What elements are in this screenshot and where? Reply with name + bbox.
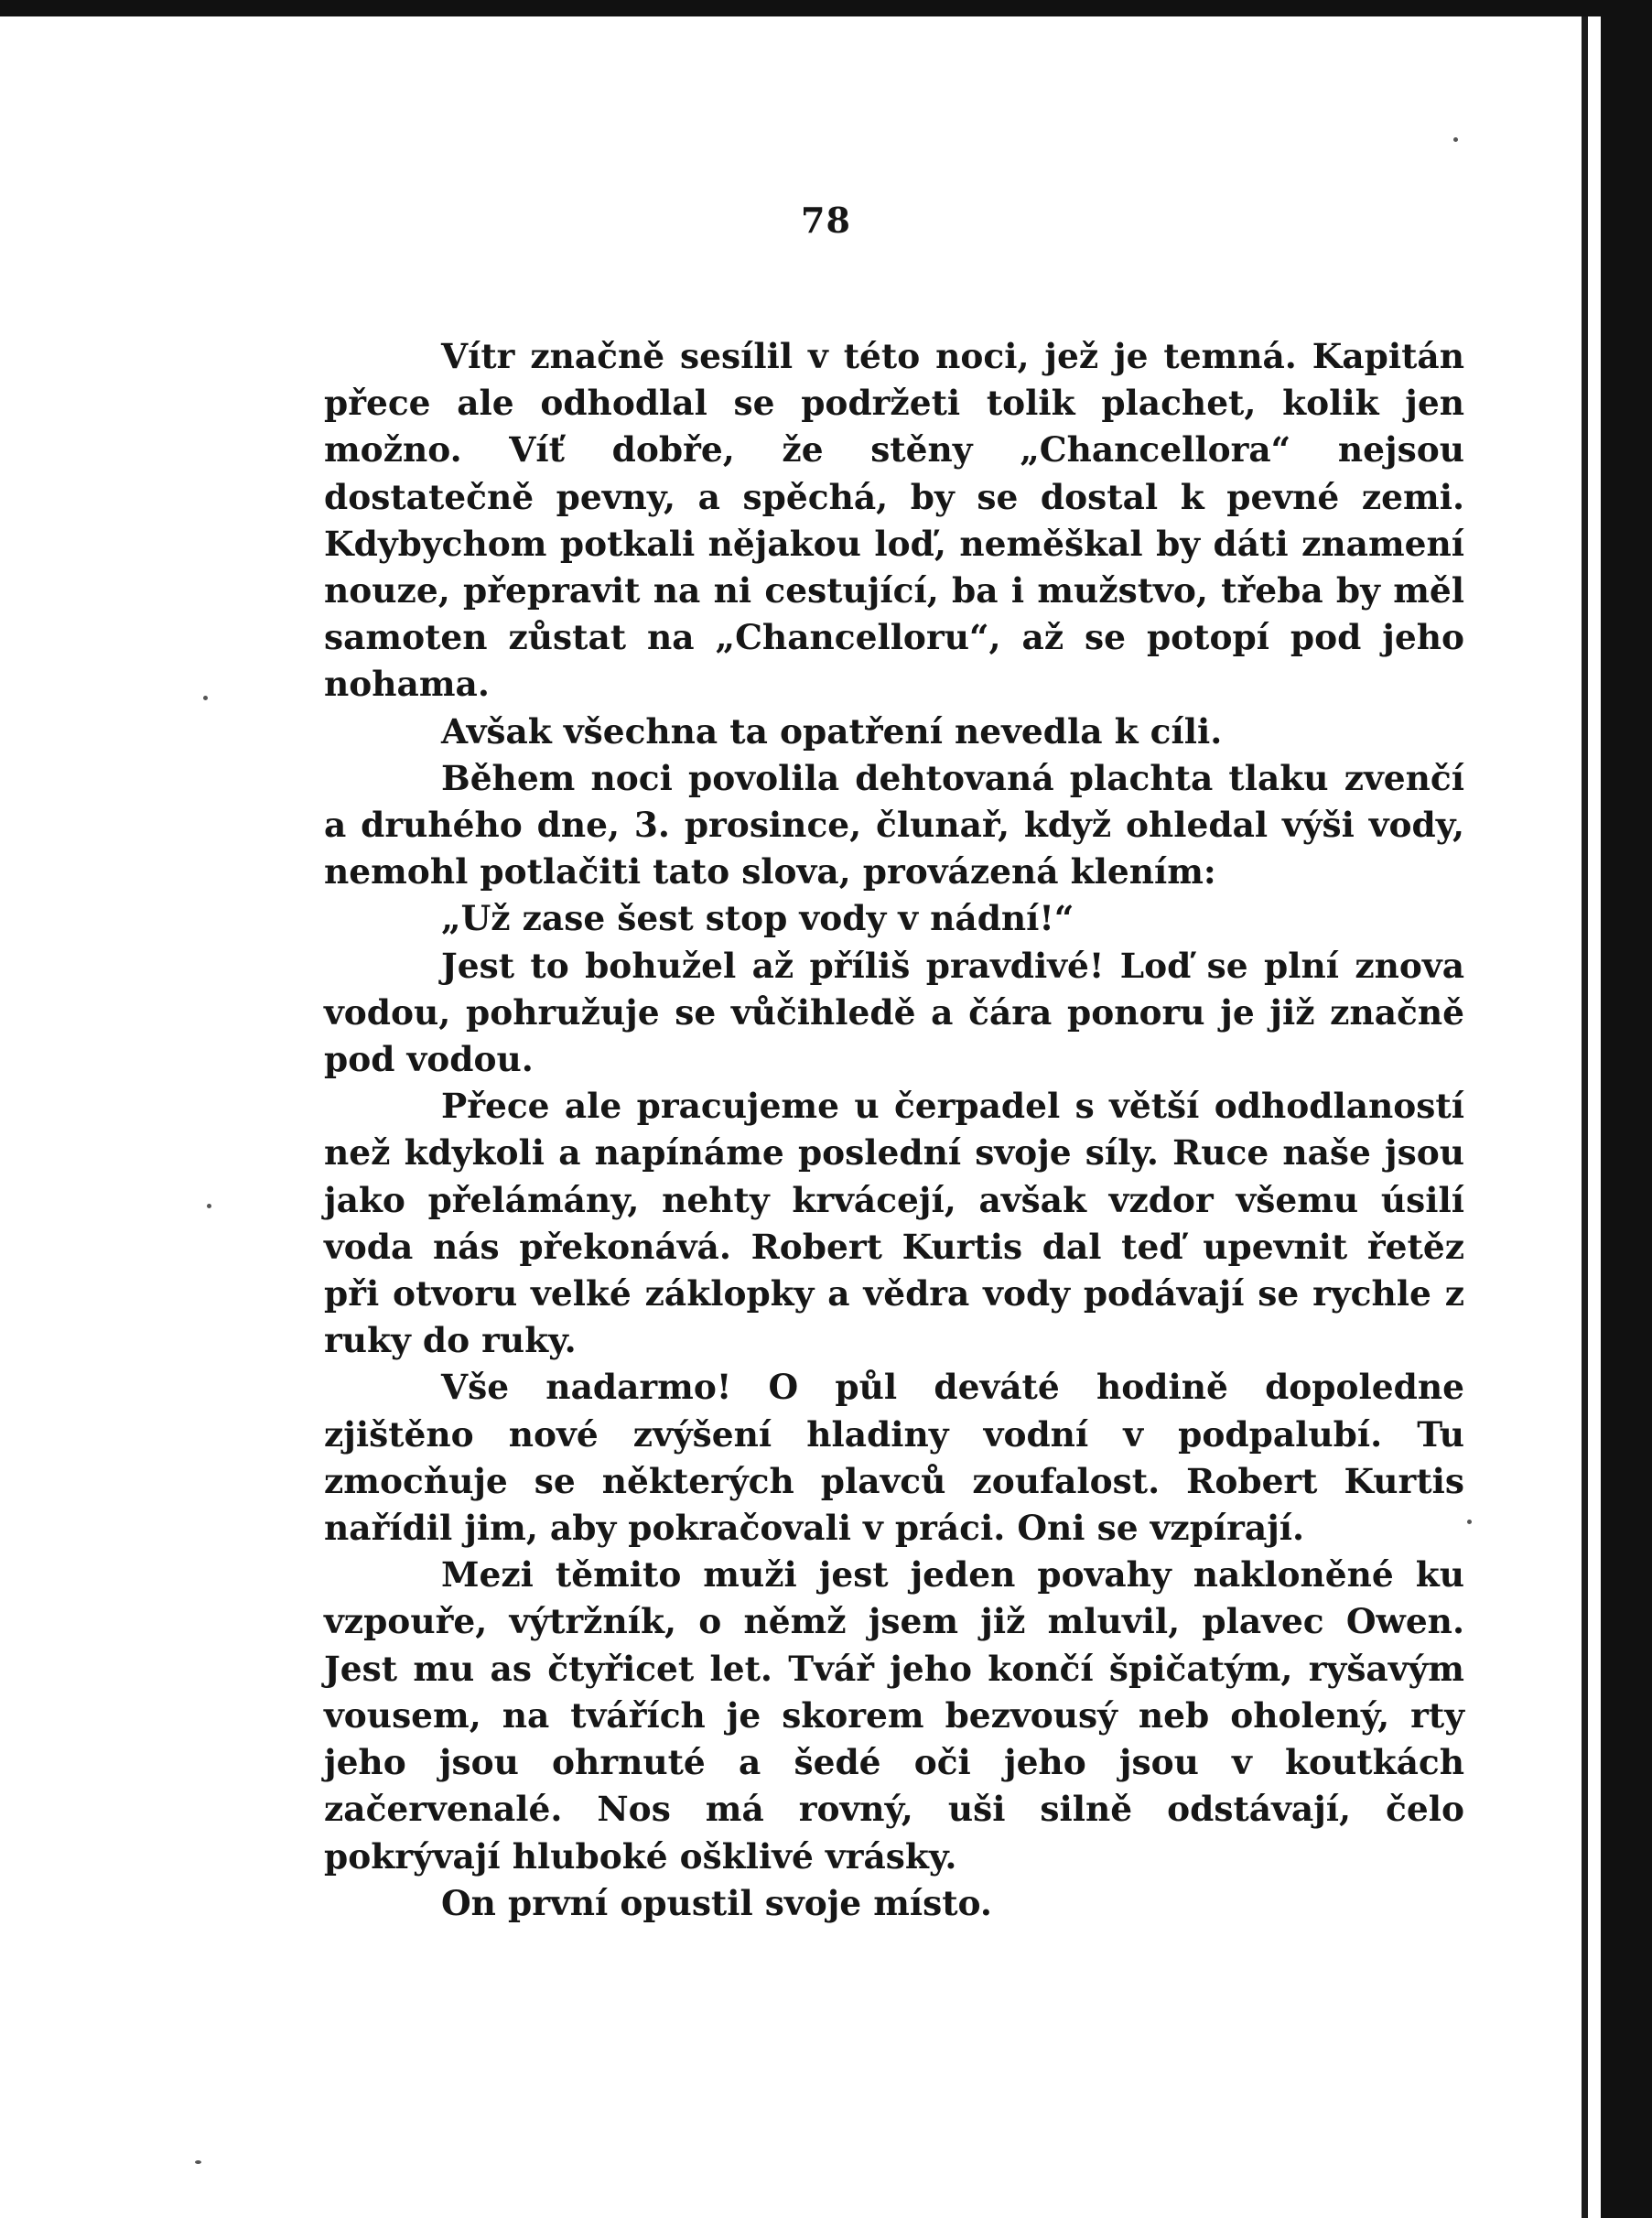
paragraph: Přece ale pracujeme u čerpadel s větší odhodlaností než kdykoli a napínáme poslední svoje síly. Ruce naše jsou jako přelámány, nehty krvácejí, avšak vzdor všemu úsilí voda nás překonává. Robert Kurtis dal teď upevnit řetěz při otvoru velké záklopky a vědra vody podávají se rychle z ruky do ruky.: [324, 1086, 1464, 1361]
paragraph: Avšak všechna ta opatření nevedla k cíli.: [441, 710, 1223, 752]
scan-speck: [203, 696, 208, 700]
page-number: 78: [801, 200, 851, 241]
paragraph: Vítr značně sesílil v této noci, jež je temná. Kapitán přece ale odhodlal se podržeti tolik plachet, kolik jen možno. Víť dobře, že stěny „Chancellora“ nejsou dostatečně pevny, a spěchá, by se dostal k pevné zemi. Kdybychom potkali nějakou loď, neměškal by dáti znamení nouze, přepravit na ni cestující, ba i mužstvo, třeba by měl samoten zůstat na „Chancelloru“, až se potopí pod jeho nohama.: [324, 336, 1464, 705]
paragraph: Jest to bohužel až příliš pravdivé! Loď se plní znova vodou, pohružuje se vůčihledě a čára ponoru je již značně pod vodou.: [324, 945, 1464, 1080]
scan-right-gap: [1588, 16, 1601, 2218]
scan-right-border: [1601, 0, 1652, 2218]
scan-top-border: [0, 0, 1652, 16]
scan-speck: [207, 1204, 211, 1208]
paragraph: Během noci povolila dehtovaná plachta tlaku zvenčí a druhého dne, 3. prosince, člunař, když ohledal výši vody, nemohl potlačiti tato slova, provázená klením:: [324, 757, 1464, 893]
scan-speck: [1453, 137, 1458, 142]
scan-speck: [195, 2160, 201, 2164]
paragraph: Vše nadarmo! O půl deváté hodině dopoledne zjištěno nové zvýšení hladiny vodní v podpalubí. Tu zmocňuje se některých plavců zoufalost. Robert Kurtis nařídil jim, aby pokračovali v práci. Oni se vzpírají.: [324, 1367, 1464, 1549]
paragraph: „Už zase šest stop vody v nádní!“: [441, 898, 1074, 939]
paragraph: On první opustil svoje místo.: [441, 1882, 992, 1923]
paragraph: Mezi těmito muži jest jeden povahy nakloněné ku vzpouře, výtržník, o němž jsem již mluvil, plavec Owen. Jest mu as čtyřicet let. Tvář jeho končí špičatým, ryšavým vousem, na tvářích je skorem bezvousý neb oholený, rty jeho jsou ohrnuté a šedé oči jeho jsou v koutkách začervenalé. Nos má rovný, uši silně odstávají, čelo pokrývají hluboké ošklivé vrásky.: [324, 1554, 1464, 1877]
text-body: [324, 333, 1464, 1927]
scan-speck: [1467, 1520, 1472, 1524]
scan-right-rule: [1582, 16, 1588, 2218]
